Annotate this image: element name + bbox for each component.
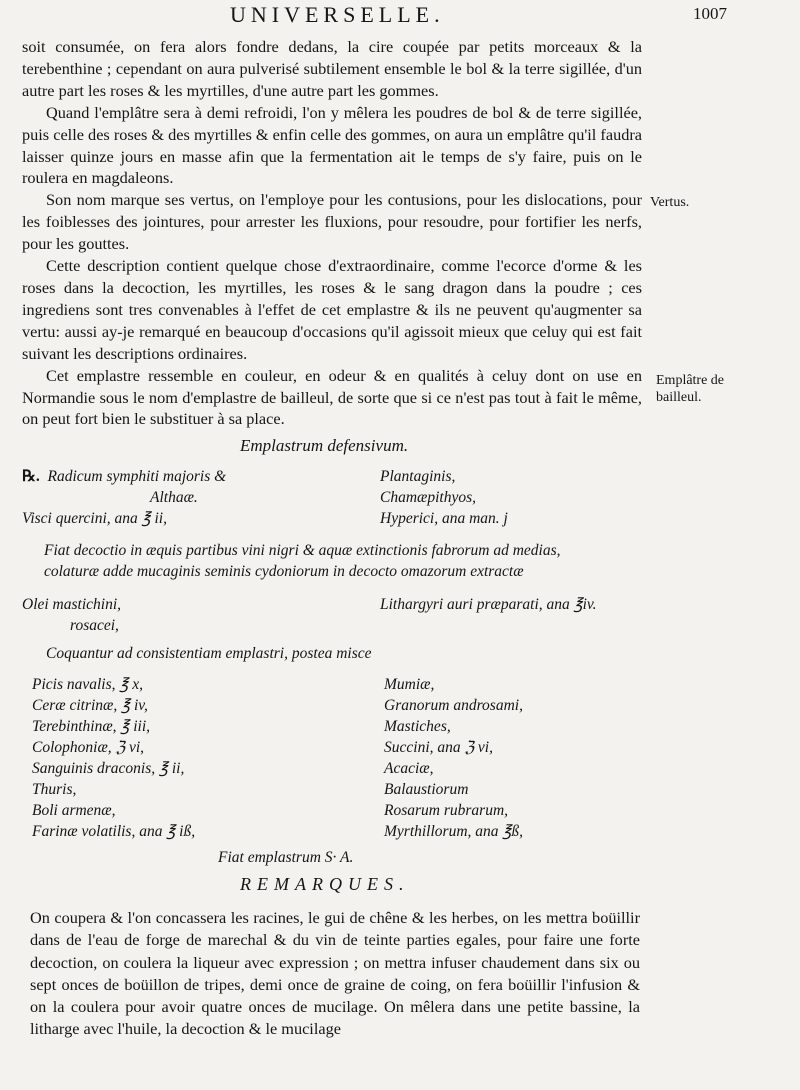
- recipe-row: [32, 695, 642, 716]
- recipe-row: [22, 594, 642, 615]
- recipe-ingredient: [22, 466, 226, 488]
- margin-note-vertus: Vertus.: [650, 195, 690, 210]
- recipe-ingredient: Visci quercini, ana ℥ ii,: [22, 510, 167, 527]
- recipe-ingredient: Balaustiorum: [384, 781, 469, 798]
- recipe-ingredient: Boli armenæ,: [32, 802, 116, 819]
- recipe-ingredient: Plantaginis,: [380, 468, 456, 485]
- recipe-instruction: Coquantur ad consistentiam emplastri, postea misce: [46, 645, 372, 662]
- recipe-ingredient: Farinæ volatilis, ana ℥ iß,: [32, 823, 196, 840]
- recipe-row: [32, 758, 642, 779]
- recipe-ingredient: Sanguinis draconis, ℥ ii,: [32, 760, 185, 777]
- page-header: [0, 2, 800, 32]
- recipe-block-2: [22, 594, 642, 636]
- rx-symbol: ℞.: [22, 468, 40, 485]
- recipe-ingredient: Thuris,: [32, 781, 77, 798]
- remarques-body: [30, 907, 640, 1041]
- paragraph: On coupera & l'on concassera les racines, le gui de chêne & les herbes, on les mettra boüillir dans de l'eau de forge de marechal & du vin de teinte parties egales, pour faire une forte decoction, on coulera la liqueur avec expression ; on mettra infuser chaudement dans six ou sept onces de boüillon de tripes, demi once de graine de coing, on fera boüillir l'infusion & on la coulera pour avoir quatre onces de mucilage. On mêlera dans une petite bassine, la litharge avec l'huile, la decoction & le mucilage: [30, 908, 640, 1039]
- recipe-block-1: [22, 466, 642, 529]
- recipe-ingredient: Mumiæ,: [384, 676, 435, 693]
- recipe-ingredient: Olei mastichini,: [22, 596, 122, 613]
- margin-note-line: Emplâtre de: [656, 373, 725, 388]
- recipe-ingredient: Succini, ana ℨ vi,: [384, 739, 493, 756]
- recipe-ingredient: Hyperici, ana man. j: [380, 510, 508, 527]
- recipe-block-3: [32, 674, 642, 842]
- recipe-ingredient: Picis navalis, ℥ x,: [32, 676, 143, 693]
- paragraph: Cette description contient quelque chose d'extraordinaire, comme l'ecorce d'orme & les roses dans la decoction, les myrtilles, les roses & le sang dragon dans la poudre ; ces ingrediens sont tres convenables à l'effet de cet emplastre & ils ne peuvent qu'augmenter sa vertu: aussi ay-je remarqué en beaucoup d'occasions qu'il agissoit mieux que celuy qui est fait suivant les descriptions ordinaires.: [22, 256, 642, 363]
- recipe-ingredient: Acaciæ,: [384, 760, 434, 777]
- recipe-ingredient: Colophoniæ, ℨ vi,: [32, 739, 145, 756]
- recipe-row: [22, 615, 642, 636]
- body-text: [22, 36, 642, 430]
- recipe-row: [32, 821, 642, 842]
- recipe-row: [32, 779, 642, 800]
- recipe-row: [22, 487, 642, 508]
- remarques-heading: REMARQUES.: [240, 874, 410, 894]
- paragraph: soit consumée, on fera alors fondre dedans, la cire coupée par petits morceaux & la terebenthine ; cependant on aura pulverisé subtilement ensemble le bol & la terre sigillée, d'un autre part les roses & les myrtilles, d'une autre part les gommes.: [22, 37, 642, 100]
- recipe-ingredient: Mastiches,: [384, 718, 451, 735]
- recipe-row: [22, 466, 642, 487]
- recipe-ingredient: Althaæ.: [150, 489, 198, 506]
- running-head: UNIVERSELLE.: [230, 2, 445, 27]
- recipe-instruction: colaturæ adde mucaginis seminis cydoniorum in decocto omazorum extractæ: [44, 563, 524, 580]
- recipe-ingredient: Lithargyri auri præparati, ana ℥iv.: [380, 596, 597, 613]
- paragraph: Quand l'emplâtre sera à demi refroidi, l'on y mêlera les poudres de bol & de terre sigillée, puis celle des roses & des myrtilles & enfin celle des gommes, on aura un emplâtre qu'il faudra laisser quinze jours en masse afin que la fermentation ait le temps de s'y faire, puis on le roulera en magdaleons.: [22, 102, 642, 188]
- recipe-ingredient-text: Radicum symphiti majoris &: [47, 468, 227, 485]
- recipe-row: [22, 508, 642, 529]
- paragraph: Cet emplastre ressemble en couleur, en odeur & en qualités à celuy dont on use en Normandie sous le nom d'emplastre de bailleul, de sorte que si ce n'est pas tout à fait le même, on peut fort bien le substituer à sa place.: [22, 365, 642, 429]
- recipe-ingredient: Granorum androsami,: [384, 697, 523, 714]
- recipe-instruction: Fiat decoctio in æquis partibus vini nigri & aquæ extinctionis fabrorum ad medias,: [44, 542, 561, 559]
- recipe-row: [32, 800, 642, 821]
- recipe-row: [32, 716, 642, 737]
- recipe-title: Emplastrum defensivum.: [240, 436, 409, 455]
- recipe-ingredient: Ceræ citrinæ, ℥ iv,: [32, 697, 148, 714]
- paragraph: Son nom marque ses vertus, on l'employe pour les contusions, pour les dislocations, pour les foiblesses des jointures, pour arrester les fluxions, pour resoudre, pour fortifier les nerfs, pour les gouttes.: [22, 190, 642, 254]
- page-number: 1007: [693, 4, 727, 23]
- recipe-row: [32, 737, 642, 758]
- recipe-closing: Fiat emplastrum S· A.: [218, 849, 354, 866]
- recipe-ingredient: Rosarum rubrarum,: [384, 802, 509, 819]
- recipe-ingredient: Myrthillorum, ana ℥ß,: [384, 823, 523, 840]
- recipe-ingredient: rosacei,: [70, 617, 119, 634]
- recipe-ingredient: Terebinthinæ, ℥ iii,: [32, 718, 151, 735]
- margin-note-emplatre: [656, 372, 724, 406]
- recipe-ingredient: Chamæpithyos,: [380, 489, 477, 506]
- recipe-row: [32, 674, 642, 695]
- margin-note-line: bailleul.: [656, 390, 702, 405]
